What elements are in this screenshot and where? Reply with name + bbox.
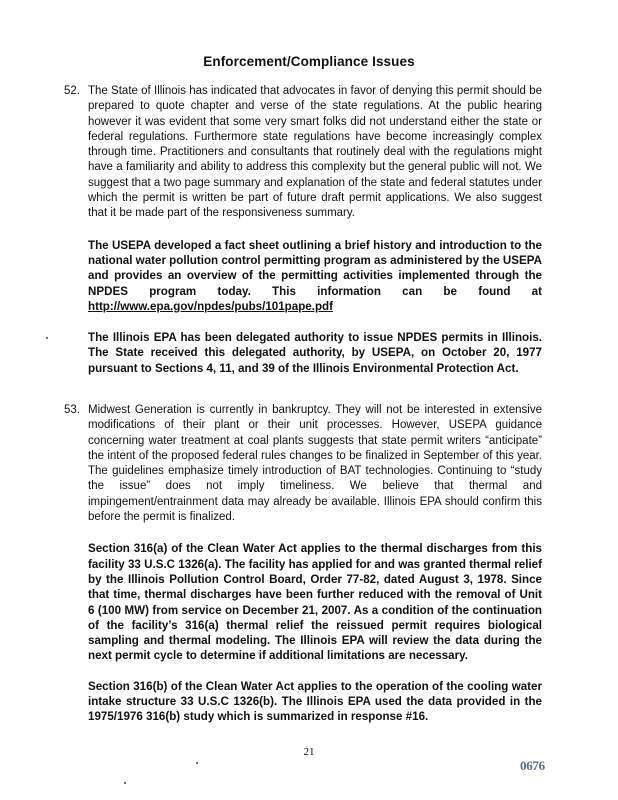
response-paragraph: Section 316(b) of the Clean Water Act applies to the operation of the cooling water intake structure 33 U.S.C 1326(b). The Illinois EPA used the data provided in the 1975/1976 316(b) study which is summarized in response #16. (88, 679, 542, 724)
comment-text: The State of Illinois has indicated that advocates in favor of denying this permit should be prepared to quote chapter and verse of the state regulations. At the public hearing however it was evident that some very smart folks did not understand either the state or federal regulations. Furthermore state regulations have become increasingly complex through time. Practitioners and consultants that routinely deal with the regulations might have a familiarity and ability to address this complexity but the general public will not. We suggest that a two page summary and explanation of the state and federal statutes under which the permit is written be part of future draft permit applications. We also suggest that it be made part of the responsiveness summary. (88, 85, 542, 220)
comment-item-53 (64, 403, 542, 725)
page-title: Enforcement/Compliance Issues (203, 54, 415, 69)
comment-text: Midwest Generation is currently in bankruptcy. They will not be interested in extensive modifications of their plant or their unit processes. However, USEPA guidance concerning water treatment at coal plants suggests that state permit writers “anticipate” the intent of the proposed federal rules changes to be finalized in September of this year. The guidelines emphasize timely introduction of BAT technologies. Continuing to “study the issue” does not imply timeliness. We believe that thermal and impingement/entrainment data may already be available. Illinois EPA should confirm this before the permit is finalized. (88, 404, 542, 524)
item-number: 53. (64, 404, 80, 416)
fact-sheet-link[interactable]: http://www.epa.gov/npdes/pubs/101pape.pdf (88, 299, 333, 313)
response-text: The USEPA developed a fact sheet outlining a brief history and introduction to the national water pollution control permitting program as administered by the USEPA and provides an overview of the permitting activities implemented through the NPDES program today. This information can be found at (88, 238, 542, 298)
response-paragraph: Section 316(a) of the Clean Water Act applies to the thermal discharges from this facility 33 U.S.C 1326(a). The facility has applied for and was granted thermal relief by the Illinois Pollution Control Board, Order 77-82, dated August 3, 1978. Since that time, thermal discharges have been further reduced with the removal of Unit 6 (100 MW) from service on December 21, 2007. As a condition of the continuation of the facility’s 316(a) thermal relief the reissued permit requires biological sampling and thermal modeling. The Illinois EPA will review the data during the next permit cycle to determine if additional limitations are necessary. (88, 542, 542, 663)
scan-speck (124, 782, 126, 784)
item-number: 52. (64, 85, 80, 97)
scan-speck (196, 762, 198, 764)
bates-stamp: 0676 (520, 758, 545, 773)
response-paragraph (88, 238, 542, 314)
scan-speck (46, 337, 48, 339)
page-number: 21 (303, 746, 315, 758)
response-paragraph: The Illinois EPA has been delegated authority to issue NPDES permits in Illinois. The State received this delegated authority, by USEPA, on October 20, 1977 pursuant to Sections 4, 11, and 39 of the Illinois Environmental Protection Act. (88, 331, 542, 375)
comment-item-52 (64, 84, 542, 376)
